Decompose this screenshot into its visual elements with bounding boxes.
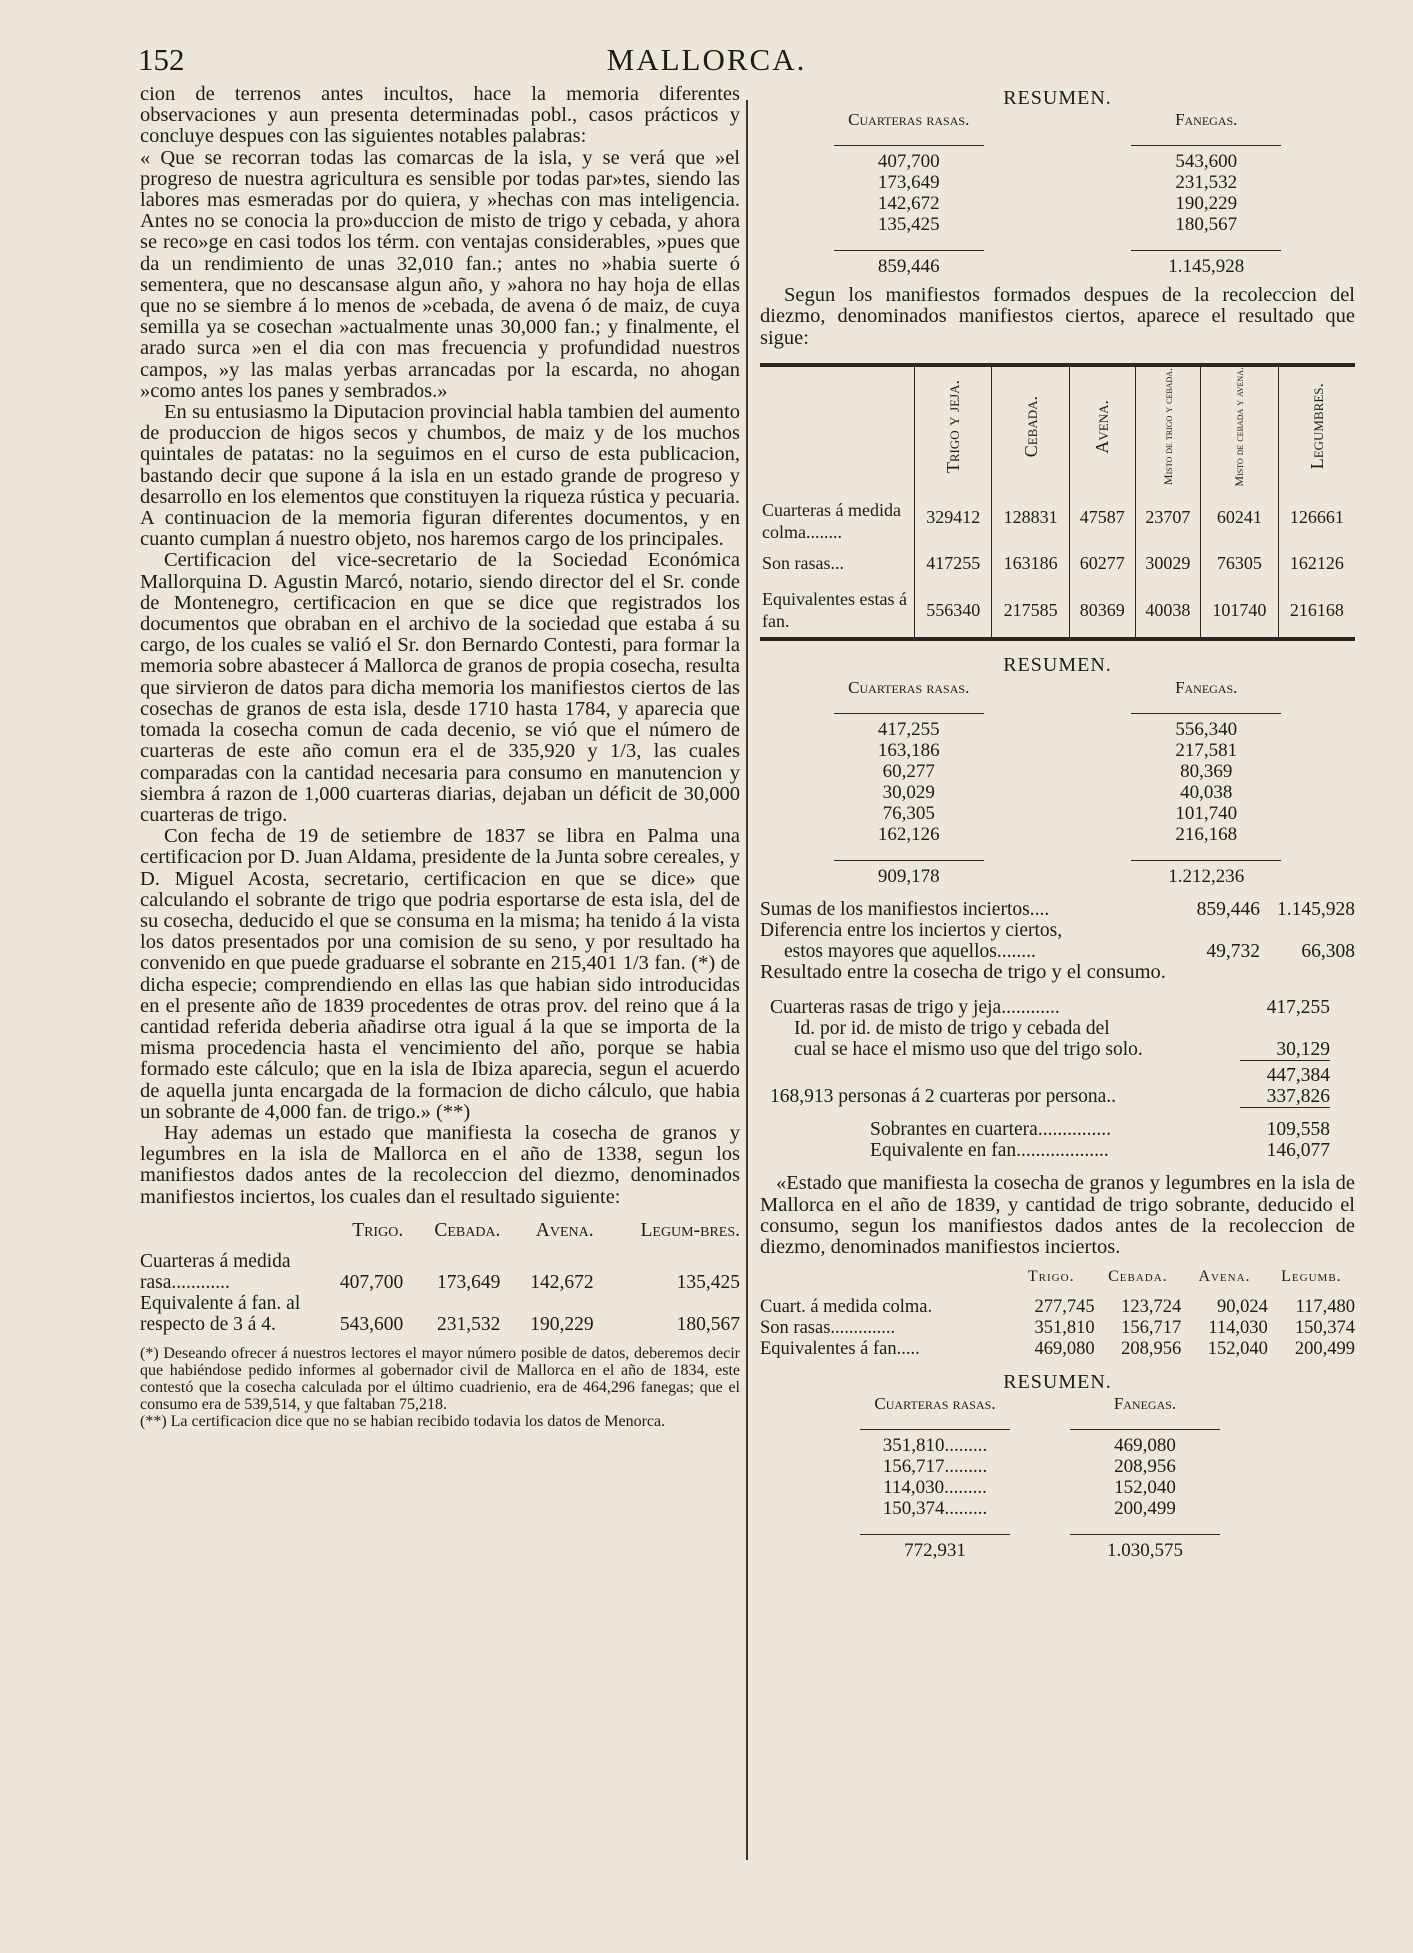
paragraph: Certificacion del vice-secretario de la Sociedad Económica Mallorquina D. Agustin Marcó, notario, siendo director del el Sr. conde de Montenegro, certificacion en que se dice que registrados los documentos que obraban en el archivo de la sociedad que estaba á su cargo, de los cuales se valió el Sr. don Bernardo Contesti, para formar la memoria sobre abastecer á Mallorca de granos de propia cosecha, resulta que sirvieron de datos para dicha memoria los manifiestos ciertos de las cosechas de granos de esta isla, desde 1710 hasta 1784, y aparecia que tomada la cosecha comun de cada decenio, se vió que el número de cuarteras de este año comun era el de 335,920 y 1/3, las cuales comparadas con la cantidad necesaria para consumo en manutencion y siembra á razon de 1,000 cuarteras diarias, dejaban un déficit de 30,000 cuarteras de trigo. [140,549,740,826]
paragraph: cion de terrenos antes incultos, hace la memoria diferentes observaciones y aun presenta determinadas pobl., casos prácticos y concluye despues con las siguientes notables palabras: [140,83,740,148]
right-column [760,82,1355,1561]
table-row: Son rasas.............. 351,810 156,717 114,030 150,374 [760,1318,1355,1339]
resumen-table: Cuarteras rasas. Fanegas. 407,700 543,600 173,649 231,532 142,672 190,229 135,425 180,567 859,446 1.145,928 [760,109,1355,277]
resumen-table: Cuarteras rasas. Fanegas. 351,810......... 469,080 156,717......... 208,956 114,030......... 152,040 150,374......... 200,499 772,931 1.030,575 [830,1393,1250,1561]
col-header: Trigo. [352,1219,404,1241]
paragraph: En su entusiasmo la Diputacion provincial habla tambien del aumento de produccion de higos secos y chumbos, de maiz y de los muchos quintales de patatas: no la seguimos en el curso de esta publicacion, bastando decir que supone á la isla en un estado grande de progreso y desarrollo en los elementos que constituyen la riqueza rústica y pecuaria. A continuacion de la memoria figuran diferentes documentos, y en cuanto cumplan á nuestro objeto, nos haremos cargo de los principales. [140,401,740,551]
ciertos-table: Trigo y jeja. Cebada. Avena. Misto de trigo y cebada. Misto de cebada y avena. Legumbres. Cuarteras á medida colma........ 329412 128831 47587 23707 60241 126661 Son rasas... 417255 163186 60277 30029 76305 162126 Equivalentes estas á fan. 556340 217585 80369 40038 101740 216168 [760,363,1355,642]
table-row: Equivalentes á fan..... 469,080 208,956 152,040 200,499 [760,1339,1355,1360]
page-header [0,42,1413,82]
table-row: Cuarteras á medida rasa............ 407,700 173,649 142,672 135,425 [140,1250,740,1293]
total: 859,446 [877,256,940,278]
page-number: 152 [138,42,185,77]
estado-paragraph: «Estado que manifiesta la cosecha de granos y legumbres en la isla de Mallorca en el año de 1839, y cantidad de trigo sobrante, deducido el consumo, segun los manifiestos dados antes de la recoleccion de diezmo, denominados manifiestos inciertos. [760,1172,1355,1258]
consumption-ledger: Cuarteras rasas de trigo y jeja............ 417,255 Id. por id. de misto de trigo y cebada del cual se hace el mismo uso que del trigo solo. 30,129 447,384 168,913 personas á 2 cuarteras por persona.. 337,826 Sobrantes en cuartera............... 109,558 Equivalente en fan................... 146,077 [770,996,1330,1162]
table-row: Son rasas... 417255 163186 60277 30029 76305 162126 [760,543,1355,583]
resumen-title: RESUMEN. [1003,654,1112,677]
resumen-title: RESUMEN. [1003,87,1112,109]
left-column [140,84,740,1430]
total: 772,931 [904,1540,966,1562]
table-row: Equivalente á fan. al respecto de 3 á 4. 543,600 231,532 190,229 180,567 [140,1292,740,1335]
inciertos-table [140,1220,740,1335]
result-title: Resultado entre la cosecha de trigo y el consumo. [760,960,1166,983]
total: 1.145,928 [1168,256,1245,278]
table-row: Equivalentes estas á fan. 556340 217585 80369 40038 101740 216168 [760,583,1355,639]
footnote: (*) Deseando ofrecer á nuestros lectores el mayor número posible de datos, deberemos decir que habiéndose pedido informes al gobernador civil de Mallorca en el año de 1834, este contestó que la cosecha calculada por el último cuadrienio, era de 464,296 fanegas; que el consumo era de 539,514, y que faltaban 75,218. [140,1344,740,1413]
comparison-table: Sumas de los manifiestos inciertos.... 859,446 1.145,928 Diferencia entre los inciertos y ciertos, estos mayores que aquellos........ 49,732 66,308 [760,898,1355,962]
table-row: Cuart. á medida colma. 277,745 123,724 90,024 117,480 [760,1297,1355,1318]
table-row: Cuarteras á medida colma........ 329412 128831 47587 23707 60241 126661 [760,491,1355,543]
estado-table: Trigo. Cebada. Avena. Legumb. Cuart. á medida colma. 277,745 123,724 90,024 117,480 Son rasas.............. 351,810 156,717 114,030 150,374 Equivalentes á fan..... 469,080 208,956 152,040 200,499 [760,1268,1355,1360]
col-header: Cebada. [434,1219,501,1241]
col-header: Avena. [535,1219,594,1241]
intro-paragraph: Segun los manifiestos formados despues de la recoleccion del diezmo, denominados manifiestos ciertos, aparece el resultado que sigue: [760,284,1355,349]
resumen-title: RESUMEN. [1003,1371,1112,1394]
column-divider [746,100,748,1860]
paragraph: « Que se recorran todas las comarcas de la isla, y se verá que »el progreso de nuestra agricultura es sensible por todas par»tes, siendo las labores mas esmeradas por do quiera, y »hechas con mas inteligencia. Antes no se conocia la pro»duccion de misto de trigo y cebada, y ahora se reco»ge en casi todos los térm. con ventajas considerables, »pues que da un rendimiento de unas 32,010 fan.; antes no »habia suerte ó sementera, que no descansase algun año, y »ahora no hay hoja de ellas que no se siembre á lo menos de »cebada, de avena ó de maiz, de cuya semilla ya se cosechan »actualmente unas 30,000 fan.; y finalmente, el arado surca »en el dia con mas frecuencia y profundidad nuestros campos, »y las malas yerbas arrancadas por la escarda, no ahogan »como antes los panes y sembrados.» [140,146,740,402]
col-header: Legum-bres. [640,1219,740,1241]
total: 1.030,575 [1107,1540,1183,1562]
total: 909,178 [877,865,940,887]
left-body [140,84,740,1208]
footnotes [140,1345,740,1430]
paragraph: Hay ademas un estado que manifiesta la cosecha de granos y legumbres en la isla de Mallorca en el año de 1338, segun los manifiestos dados antes de la recoleccion del diezmo, denominados manifiestos inciertos, los cuales dan el resultado siguiente: [140,1121,740,1208]
resumen-table: Cuarteras rasas. Fanegas. 417,255 556,340 163,186 217,581 60,277 80,369 30,029 40,038 76,305 101,740 162,126 216,168 909,178 1.212,236 [760,677,1355,887]
footnote: (**) La certificacion dice que no se habian recibido todavia los datos de Menorca. [140,1412,666,1430]
total: 1.212,236 [1168,865,1245,887]
paragraph: Con fecha de 19 de setiembre de 1837 se libra en Palma una certificacion por D. Juan Aldama, presidente de la Junta sobre cereales, y D. Miguel Acosta, secretario, certificacion en que se dice» que calculando el sobrante de trigo que podria esportarse de esta isla, del de su cosecha, deducido el que se consuma en la misma; ha tenido á la vista los datos presentados por una comision de su seno, y por resultado ha convenido en que puede graduarse el sobrante en 215,401 1/3 fan. (*) de dicha especie; comprendiendo en ellas las que habian sido introducidas en el presente año de 1839 procedentes de otras prov. del reino que á la cantidad referida deberia añadirse otra igual á la que se importa de la misma procedencia hasta el vencimiento del año, porque se habia formado este cálculo; que en la isla de Ibiza aparecia, segun el acuerdo de aquella junta encargada de la formacion de dicho cálculo, que habia un sobrante de 4,000 fan. de trigo.» (**) [140,825,740,1123]
page-title: MALLORCA. [606,42,807,77]
